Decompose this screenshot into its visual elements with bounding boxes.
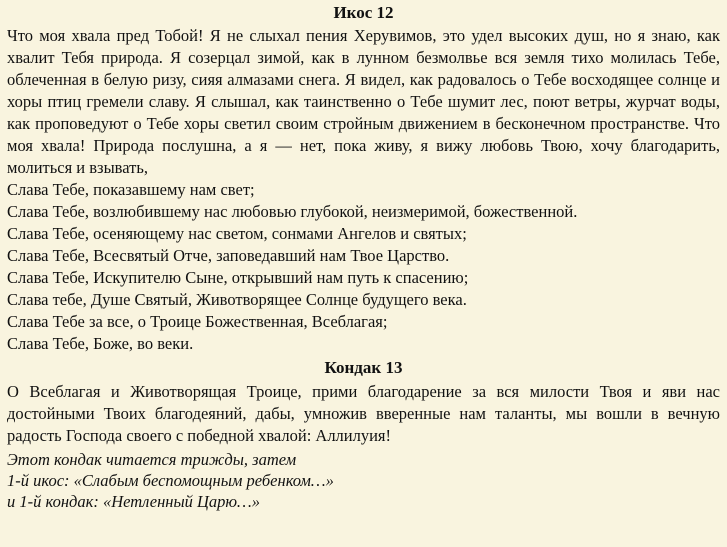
note-line: 1-й икос: «Слабым беспомощным ребенком…» [7,471,334,490]
refrain-line: Слава Тебе, Искупителю Сыне, открывший нам путь к спасению; [7,268,469,287]
refrain-line: Слава Тебе, показавшему нам свет; [7,180,255,199]
ikos-refrains [7,179,720,355]
refrain-line: Слава Тебе, Боже, во веки. [7,334,194,353]
note-line: Этот кондак читается трижды, затем [7,450,297,469]
refrain-line: Слава Тебе, Всесвятый Отче, заповедавший нам Твое Царство. [7,246,450,265]
refrain-line: Слава Тебе, возлюбившему нас любовью глубокой, неизмеримой, божественной. [7,202,578,221]
ikos-paragraph: Что моя хвала пред Тобой! Я не слыхал пения Херувимов, это удел высоких душ, но я знаю, как хвалит Тебя природа. Я созерцал зимой, как в лунном безмолвье вся земля тихо молилась Тебе, облеченная в белую ризу, сияя алмазами снега. Я видел, как радовалось о Тебе восходящее солнце и хоры птиц гремели славу. Я слышал, как таинственно о Тебе шумит лес, поют ветры, журчат воды, как проповедуют о Тебе хоры светил своим стройным движением в бесконечном пространстве. Что моя хвала! Природа послушна, а я — нет, пока живу, я вижу любовь Твою, хочу благодарить, молиться и взывать, [7,26,720,177]
kondak-note [7,449,720,512]
ikos-title: Икос 12 [333,3,394,22]
document-page [0,2,727,547]
refrain-line: Слава Тебе за все, о Троице Божественная, Всеблагая; [7,312,388,331]
refrain-line: Слава Тебе, осеняющему нас светом, сонмами Ангелов и святых; [7,224,467,243]
kondak-paragraph: О Всеблагая и Животворящая Троице, прими благодарение за вся милости Твоя и яви нас достойными Твоих благодеяний, дабы, умножив вверенные нам таланты, мы вошли в вечную радость Господа своего с победной хвалой: Аллилуия! [7,382,720,445]
kondak-title: Кондак 13 [324,358,403,377]
refrain-line: Слава тебе, Душе Святый, Животворящее Солнце будущего века. [7,290,467,309]
note-line: и 1-й кондак: «Нетленный Царю…» [7,492,260,511]
